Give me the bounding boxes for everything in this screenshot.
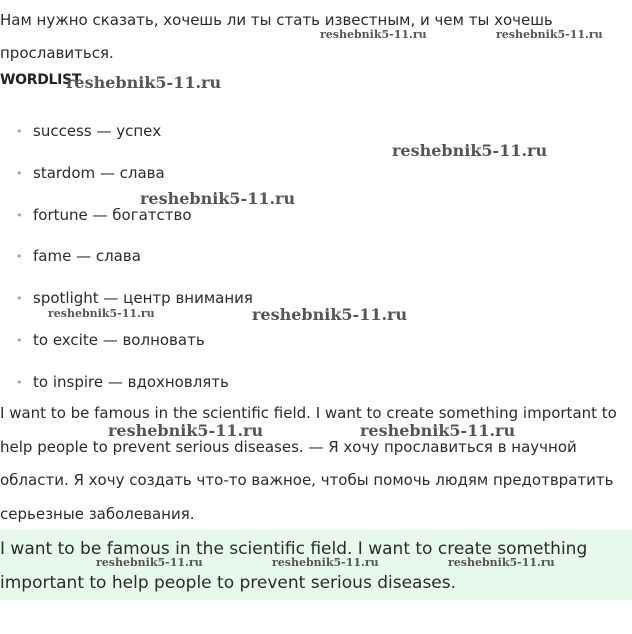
watermark: reshebnik5-11.ru — [448, 556, 555, 569]
bullet-icon: • — [16, 250, 23, 264]
bullet-icon: • — [16, 333, 23, 347]
list-item — [0, 236, 253, 278]
bullet-icon: • — [16, 208, 23, 222]
watermark: reshebnik5-11.ru — [496, 28, 603, 41]
list-item-text: success — успех — [33, 122, 162, 140]
list-item-text: fortune — богатство — [33, 205, 192, 224]
example-text: I want to be famous in the scientific field. I want to create something important to help people to prevent serious diseases. — Я хочу прославиться в научной области. Я хочу создать что-то важное, чтобы помочь людям предотвратить серьезные заболевания. — [0, 404, 617, 523]
watermark: reshebnik5-11.ru — [140, 189, 296, 208]
watermark: reshebnik5-11.ru — [360, 421, 516, 440]
watermark: reshebnik5-11.ru — [108, 421, 264, 440]
bullet-icon: • — [16, 125, 23, 138]
intro-text: Нам нужно сказать, хочешь ли ты стать известным, и чем ты хочешь прославиться. — [0, 11, 553, 62]
watermark: reshebnik5-11.ru — [66, 73, 222, 92]
wordlist-heading-text: WORDLIST — [0, 72, 82, 88]
watermark: reshebnik5-11.ru — [272, 556, 379, 569]
bullet-icon: • — [16, 375, 23, 389]
list-item — [0, 320, 253, 362]
highlight-text: I want to be famous in the scientific field. I want to create something important to help people to prevent serious diseases. — [0, 539, 588, 593]
watermark: reshebnik5-11.ru — [252, 305, 408, 324]
list-item-text: stardom — слава — [33, 163, 165, 182]
watermark: reshebnik5-11.ru — [392, 141, 548, 160]
watermark: reshebnik5-11.ru — [96, 556, 203, 569]
list-item-text: to excite — волновать — [33, 330, 205, 349]
list-item-text: to inspire — вдохновлять — [33, 372, 229, 391]
watermark: reshebnik5-11.ru — [320, 28, 427, 41]
wordlist — [0, 111, 253, 404]
list-item-text: fame — слава — [33, 247, 141, 266]
list-item-text: spotlight — центр внимания — [33, 289, 253, 308]
bullet-icon: • — [16, 292, 23, 306]
watermark: reshebnik5-11.ru — [48, 307, 155, 320]
list-item — [0, 111, 253, 153]
bullet-icon: • — [16, 166, 23, 180]
